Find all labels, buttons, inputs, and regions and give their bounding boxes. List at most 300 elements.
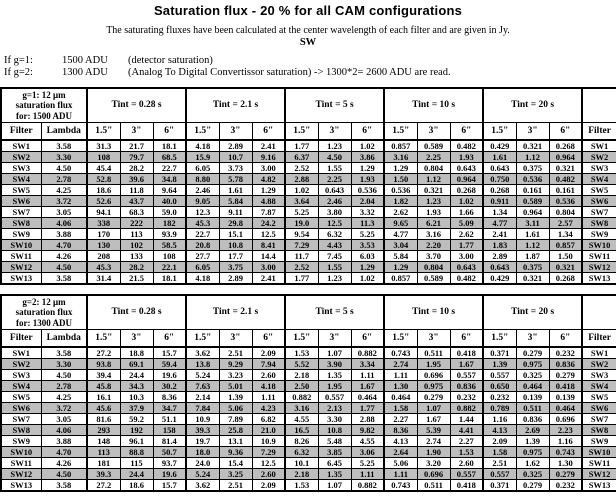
- flux-value-cell: 5.84: [219, 196, 252, 207]
- flux-value-cell: 0.696: [417, 370, 450, 381]
- flux-value-cell: 18.8: [120, 347, 153, 359]
- aperture-column-header: 3": [318, 330, 351, 348]
- tint-group-header: Tint = 0.28 s: [87, 295, 186, 330]
- flux-value-cell: 1.30: [384, 381, 417, 392]
- flux-value-cell: 1.82: [384, 196, 417, 207]
- filter-cell: SW11: [582, 458, 616, 469]
- flux-value-cell: 108: [153, 251, 186, 262]
- flux-value-cell: 29.8: [219, 218, 252, 229]
- flux-value-cell: 1.30: [549, 458, 582, 469]
- filter-cell: SW3: [582, 370, 616, 381]
- flux-value-cell: 58.5: [153, 240, 186, 251]
- flux-value-cell: 0.975: [516, 359, 549, 370]
- filter-cell: SW7: [1, 207, 41, 218]
- filter-cell: SW11: [582, 251, 616, 262]
- tint-group-header: Tint = 2.1 s: [186, 295, 285, 330]
- flux-value-cell: 1.07: [318, 347, 351, 359]
- flux-value-cell: 102: [120, 240, 153, 251]
- flux-value-cell: 2.09: [483, 436, 516, 447]
- table-row: [1, 392, 616, 403]
- flux-value-cell: 93.9: [153, 229, 186, 240]
- flux-value-cell: 170: [87, 229, 120, 240]
- flux-value-cell: 10.8: [318, 425, 351, 436]
- flux-value-cell: 5.09: [450, 218, 483, 229]
- flux-value-cell: 19.7: [186, 436, 219, 447]
- flux-value-cell: 5.52: [285, 359, 318, 370]
- flux-value-cell: 1.87: [516, 251, 549, 262]
- flux-value-cell: 1.16: [483, 414, 516, 425]
- flux-value-cell: 3.20: [417, 458, 450, 469]
- flux-value-cell: 2.46: [186, 185, 219, 196]
- lambda-cell: 3.05: [41, 414, 87, 425]
- flux-value-cell: 1.11: [351, 469, 384, 480]
- table-row: [1, 359, 616, 370]
- flux-value-cell: 3.04: [384, 240, 417, 251]
- flux-value-cell: 51.1: [153, 414, 186, 425]
- flux-value-cell: 11.3: [351, 218, 384, 229]
- filter-cell: SW13: [582, 273, 616, 285]
- flux-value-cell: 3.53: [351, 240, 384, 251]
- flux-value-cell: 4.18: [252, 381, 285, 392]
- flux-value-cell: 4.50: [318, 152, 351, 163]
- flux-value-cell: 19.0: [285, 218, 318, 229]
- flux-value-cell: 1.02: [285, 185, 318, 196]
- flux-value-cell: 1.58: [483, 447, 516, 458]
- flux-value-cell: 2.27: [450, 436, 483, 447]
- flux-value-cell: 2.88: [285, 174, 318, 185]
- aperture-column-header: 3": [120, 123, 153, 141]
- flux-value-cell: 10.7: [219, 152, 252, 163]
- flux-value-cell: 2.51: [483, 458, 516, 469]
- flux-value-cell: 0.279: [516, 347, 549, 359]
- flux-value-cell: 4.88: [252, 196, 285, 207]
- flux-value-cell: 34.8: [153, 174, 186, 185]
- flux-value-cell: 7.29: [285, 240, 318, 251]
- table-row: [1, 163, 616, 174]
- flux-value-cell: 3.00: [252, 163, 285, 174]
- flux-value-cell: 2.25: [417, 152, 450, 163]
- flux-value-cell: 0.882: [351, 347, 384, 359]
- flux-value-cell: 0.464: [384, 392, 417, 403]
- flux-value-cell: 1.77: [351, 403, 384, 414]
- flux-value-cell: 5.01: [219, 381, 252, 392]
- note-g1-condition: If g=1:: [4, 55, 33, 66]
- flux-value-cell: 5.39: [417, 425, 450, 436]
- flux-value-cell: 59.4: [153, 359, 186, 370]
- filter-cell: SW13: [1, 480, 41, 492]
- flux-value-cell: 3.16: [384, 152, 417, 163]
- flux-value-cell: 6.45: [318, 458, 351, 469]
- flux-value-cell: 1.11: [252, 392, 285, 403]
- filter-column-header: Filter: [582, 330, 616, 348]
- flux-value-cell: 21.0: [252, 425, 285, 436]
- aperture-column-header: 1.5": [87, 330, 120, 348]
- flux-value-cell: 4.18: [186, 140, 219, 152]
- flux-value-cell: 2.18: [285, 370, 318, 381]
- flux-value-cell: 0.161: [516, 185, 549, 196]
- flux-value-cell: 1.39: [516, 436, 549, 447]
- flux-value-cell: 18.1: [153, 140, 186, 152]
- flux-value-cell: 27.2: [87, 347, 120, 359]
- flux-value-cell: 0.268: [450, 185, 483, 196]
- flux-value-cell: 0.161: [549, 185, 582, 196]
- flux-value-cell: 39.3: [87, 469, 120, 480]
- flux-value-cell: 27.2: [87, 480, 120, 492]
- flux-value-cell: 3.00: [252, 262, 285, 273]
- flux-value-cell: 9.65: [384, 218, 417, 229]
- flux-value-cell: 0.536: [351, 185, 384, 196]
- flux-value-cell: 3.11: [516, 218, 549, 229]
- flux-value-cell: 181: [87, 458, 120, 469]
- filter-cell: SW9: [1, 436, 41, 447]
- flux-value-cell: 31.4: [87, 273, 120, 285]
- flux-value-cell: 24.0: [186, 458, 219, 469]
- flux-value-cell: 27.7: [186, 251, 219, 262]
- flux-value-cell: 1.29: [351, 163, 384, 174]
- flux-value-cell: 1.07: [318, 480, 351, 492]
- filter-cell: SW6: [582, 196, 616, 207]
- flux-value-cell: 3.64: [285, 196, 318, 207]
- filter-cell: SW4: [1, 381, 41, 392]
- flux-value-cell: 1.58: [384, 403, 417, 414]
- flux-value-cell: 10.9: [252, 436, 285, 447]
- lambda-cell: 4.26: [41, 251, 87, 262]
- aperture-column-header: 1.5": [285, 330, 318, 348]
- tint-group-header: Tint = 5 s: [285, 295, 384, 330]
- tint-group-header: Tint = 10 s: [384, 88, 483, 123]
- flux-value-cell: 3.62: [186, 480, 219, 492]
- flux-value-cell: 3.62: [186, 347, 219, 359]
- flux-value-cell: 0.536: [549, 196, 582, 207]
- flux-value-cell: 1.95: [417, 359, 450, 370]
- flux-value-cell: 293: [87, 425, 120, 436]
- flux-value-cell: 0.232: [549, 347, 582, 359]
- flux-value-cell: 34.7: [153, 403, 186, 414]
- table-row: [1, 174, 616, 185]
- flux-value-cell: 108: [87, 152, 120, 163]
- flux-value-cell: 0.536: [516, 174, 549, 185]
- filter-cell: SW1: [1, 140, 41, 152]
- flux-value-cell: 0.279: [549, 370, 582, 381]
- flux-value-cell: 0.325: [516, 469, 549, 480]
- flux-value-cell: 0.321: [516, 140, 549, 152]
- filter-cell: SW12: [1, 469, 41, 480]
- flux-value-cell: 9.16: [252, 152, 285, 163]
- flux-value-cell: 0.279: [549, 469, 582, 480]
- flux-value-cell: 0.325: [516, 370, 549, 381]
- flux-value-cell: 9.11: [219, 207, 252, 218]
- flux-value-cell: 0.321: [516, 273, 549, 285]
- filter-cell: SW8: [582, 425, 616, 436]
- aperture-column-header: 1.5": [285, 123, 318, 141]
- filter-cell: SW3: [1, 163, 41, 174]
- flux-value-cell: 40.0: [153, 196, 186, 207]
- table-row: [1, 152, 616, 163]
- flux-value-cell: 3.16: [285, 403, 318, 414]
- flux-value-cell: 0.268: [549, 140, 582, 152]
- lambda-cell: 4.50: [41, 262, 87, 273]
- aperture-column-header: 6": [351, 123, 384, 141]
- lambda-cell: 4.25: [41, 185, 87, 196]
- filter-cell: SW5: [582, 185, 616, 196]
- lambda-cell: 3.30: [41, 359, 87, 370]
- aperture-column-header: 6": [153, 330, 186, 348]
- flux-value-cell: 0.804: [549, 207, 582, 218]
- flux-value-cell: 3.25: [219, 469, 252, 480]
- flux-value-cell: 5.25: [351, 229, 384, 240]
- flux-value-cell: 1.29: [351, 262, 384, 273]
- filter-cell: SW3: [1, 370, 41, 381]
- flux-value-cell: 1.67: [417, 414, 450, 425]
- flux-value-cell: 16.1: [87, 392, 120, 403]
- tint-group-header: Tint = 10 s: [384, 295, 483, 330]
- flux-value-cell: 1.61: [219, 185, 252, 196]
- aperture-column-header: 6": [450, 123, 483, 141]
- flux-value-cell: 0.911: [483, 196, 516, 207]
- flux-value-cell: 0.589: [417, 140, 450, 152]
- flux-value-cell: 1.95: [318, 381, 351, 392]
- empty-header-cell: [582, 295, 616, 330]
- flux-value-cell: 0.139: [549, 392, 582, 403]
- flux-value-cell: 2.88: [351, 414, 384, 425]
- filter-cell: SW7: [582, 207, 616, 218]
- flux-value-cell: 0.857: [384, 273, 417, 285]
- flux-value-cell: 1.50: [549, 251, 582, 262]
- filter-cell: SW11: [1, 458, 41, 469]
- filter-cell: SW9: [1, 229, 41, 240]
- flux-value-cell: 133: [120, 251, 153, 262]
- flux-value-cell: 10.1: [285, 458, 318, 469]
- flux-value-cell: 1.29: [252, 185, 285, 196]
- flux-value-cell: 0.371: [483, 480, 516, 492]
- flux-value-cell: 7.29: [252, 447, 285, 458]
- flux-value-cell: 20.8: [186, 240, 219, 251]
- table-row: [1, 140, 616, 152]
- flux-value-cell: 2.52: [285, 262, 318, 273]
- flux-value-cell: 1.90: [417, 447, 450, 458]
- flux-value-cell: 21.7: [120, 140, 153, 152]
- aperture-column-header: 1.5": [87, 123, 120, 141]
- flux-value-cell: 5.24: [186, 469, 219, 480]
- flux-value-cell: 0.232: [549, 480, 582, 492]
- flux-value-cell: 18.0: [186, 447, 219, 458]
- flux-value-cell: 0.882: [285, 392, 318, 403]
- flux-value-cell: 0.643: [318, 185, 351, 196]
- filter-column-header: Filter: [1, 123, 41, 141]
- flux-value-cell: 1.93: [351, 174, 384, 185]
- lambda-cell: 3.72: [41, 403, 87, 414]
- table-corner-label: g=2: 12 μm saturation flux for: 1300 ADU: [1, 295, 87, 330]
- flux-value-cell: 5.06: [384, 458, 417, 469]
- flux-value-cell: 0.589: [417, 273, 450, 285]
- filter-cell: SW7: [1, 414, 41, 425]
- flux-value-cell: 1.02: [351, 273, 384, 285]
- aperture-column-header: 3": [120, 330, 153, 348]
- flux-value-cell: 37.9: [120, 403, 153, 414]
- flux-value-cell: 2.51: [219, 347, 252, 359]
- flux-value-cell: 0.557: [450, 370, 483, 381]
- flux-value-cell: 0.557: [483, 370, 516, 381]
- flux-value-cell: 7.84: [186, 403, 219, 414]
- flux-value-cell: 4.13: [384, 436, 417, 447]
- flux-value-cell: 18.6: [120, 480, 153, 492]
- flux-value-cell: 1.23: [417, 196, 450, 207]
- flux-value-cell: 1.34: [483, 207, 516, 218]
- aperture-column-header: 6": [351, 330, 384, 348]
- flux-value-cell: 1.39: [483, 359, 516, 370]
- flux-value-cell: 52.6: [87, 196, 120, 207]
- lambda-cell: 2.78: [41, 381, 87, 392]
- aperture-column-header: 1.5": [384, 330, 417, 348]
- flux-value-cell: 0.557: [450, 469, 483, 480]
- flux-value-cell: 94.1: [87, 207, 120, 218]
- table-row: [1, 414, 616, 425]
- tint-group-header: Tint = 5 s: [285, 88, 384, 123]
- aperture-column-header: 3": [219, 330, 252, 348]
- lambda-cell: 3.58: [41, 347, 87, 359]
- note-g2-adu: 1300 ADU: [62, 67, 108, 78]
- flux-value-cell: 24.4: [120, 469, 153, 480]
- flux-value-cell: 5.24: [186, 370, 219, 381]
- flux-value-cell: 0.650: [483, 381, 516, 392]
- filter-cell: SW10: [582, 240, 616, 251]
- tint-group-header: Tint = 20 s: [483, 88, 582, 123]
- flux-value-cell: 13.8: [186, 359, 219, 370]
- flux-value-cell: 0.279: [417, 392, 450, 403]
- lambda-cell: 4.70: [41, 240, 87, 251]
- flux-value-cell: 0.232: [450, 392, 483, 403]
- flux-value-cell: 81.4: [153, 436, 186, 447]
- lambda-cell: 4.26: [41, 458, 87, 469]
- flux-value-cell: 0.696: [417, 469, 450, 480]
- note-g2: [4, 67, 616, 79]
- flux-value-cell: 1.93: [417, 207, 450, 218]
- flux-value-cell: 59.0: [153, 207, 186, 218]
- flux-value-cell: 113: [120, 229, 153, 240]
- filter-cell: SW8: [1, 425, 41, 436]
- aperture-column-header: 3": [219, 123, 252, 141]
- flux-value-cell: 2.89: [483, 251, 516, 262]
- flux-value-cell: 6.05: [186, 163, 219, 174]
- flux-value-cell: 1.35: [318, 370, 351, 381]
- lambda-cell: 4.50: [41, 163, 87, 174]
- flux-value-cell: 1.02: [351, 140, 384, 152]
- flux-value-cell: 0.321: [549, 262, 582, 273]
- flux-value-cell: 45.3: [186, 218, 219, 229]
- flux-value-cell: 3.90: [318, 359, 351, 370]
- filter-cell: SW11: [1, 251, 41, 262]
- lambda-cell: 4.25: [41, 392, 87, 403]
- flux-value-cell: 2.41: [252, 140, 285, 152]
- flux-value-cell: 6.37: [285, 152, 318, 163]
- flux-value-cell: 2.46: [318, 196, 351, 207]
- aperture-column-header: 6": [252, 123, 285, 141]
- filter-cell: SW10: [1, 447, 41, 458]
- filter-cell: SW8: [582, 218, 616, 229]
- flux-value-cell: 3.00: [450, 251, 483, 262]
- table-row: [1, 229, 616, 240]
- flux-value-cell: 0.557: [483, 469, 516, 480]
- flux-value-cell: 4.13: [483, 425, 516, 436]
- tint-group-header: Tint = 20 s: [483, 295, 582, 330]
- flux-value-cell: 15.1: [219, 229, 252, 240]
- table-row: [1, 262, 616, 273]
- flux-value-cell: 18.1: [153, 273, 186, 285]
- flux-value-cell: 0.882: [351, 480, 384, 492]
- flux-value-cell: 2.89: [219, 140, 252, 152]
- flux-value-cell: 5.06: [219, 403, 252, 414]
- filter-cell: SW6: [582, 403, 616, 414]
- flux-value-cell: 39.6: [120, 174, 153, 185]
- flux-value-cell: 14.4: [252, 251, 285, 262]
- filter-cell: SW5: [1, 185, 41, 196]
- flux-value-cell: 0.429: [483, 273, 516, 285]
- table-row: [1, 185, 616, 196]
- flux-value-cell: 1.29: [384, 163, 417, 174]
- flux-value-cell: 11.7: [285, 251, 318, 262]
- flux-value-cell: 12.5: [252, 458, 285, 469]
- flux-value-cell: 4.77: [483, 218, 516, 229]
- table-row: [1, 196, 616, 207]
- filter-cell: SW1: [582, 140, 616, 152]
- flux-value-cell: 6.32: [318, 229, 351, 240]
- flux-value-cell: 2.51: [219, 480, 252, 492]
- aperture-column-header: 3": [516, 123, 549, 141]
- flux-value-cell: 1.39: [219, 392, 252, 403]
- flux-value-cell: 81.6: [87, 414, 120, 425]
- flux-value-cell: 1.11: [351, 370, 384, 381]
- flux-value-cell: 2.14: [186, 392, 219, 403]
- table-row: [1, 425, 616, 436]
- table-row: [1, 240, 616, 251]
- flux-value-cell: 2.13: [318, 403, 351, 414]
- filter-cell: SW8: [1, 218, 41, 229]
- filter-cell: SW1: [582, 347, 616, 359]
- saturation-table-g2: [0, 294, 616, 492]
- flux-value-cell: 1.67: [351, 381, 384, 392]
- filter-cell: SW13: [1, 273, 41, 285]
- flux-value-cell: 93.8: [87, 359, 120, 370]
- flux-value-cell: 1.12: [516, 240, 549, 251]
- filter-cell: SW6: [1, 196, 41, 207]
- flux-value-cell: 0.511: [516, 403, 549, 414]
- flux-value-cell: 4.77: [384, 229, 417, 240]
- flux-value-cell: 0.857: [384, 140, 417, 152]
- flux-value-cell: 4.43: [318, 240, 351, 251]
- lambda-column-header: Lambda: [41, 330, 87, 348]
- lambda-cell: 3.88: [41, 229, 87, 240]
- table-row: [1, 436, 616, 447]
- lambda-cell: 4.70: [41, 447, 87, 458]
- flux-value-cell: 28.2: [120, 262, 153, 273]
- flux-value-cell: 19.6: [153, 469, 186, 480]
- flux-value-cell: 1.62: [516, 458, 549, 469]
- flux-value-cell: 1.23: [318, 140, 351, 152]
- filter-cell: SW13: [582, 480, 616, 492]
- flux-value-cell: 15.7: [153, 480, 186, 492]
- flux-value-cell: 2.41: [252, 273, 285, 285]
- table-row: [1, 480, 616, 492]
- flux-value-cell: 0.375: [516, 163, 549, 174]
- flux-value-cell: 0.743: [384, 347, 417, 359]
- lambda-cell: 4.50: [41, 469, 87, 480]
- flux-value-cell: 0.511: [417, 480, 450, 492]
- flux-value-cell: 4.41: [450, 425, 483, 436]
- flux-value-cell: 0.418: [450, 480, 483, 492]
- filter-cell: SW1: [1, 347, 41, 359]
- flux-value-cell: 2.74: [417, 436, 450, 447]
- table-row: [1, 273, 616, 285]
